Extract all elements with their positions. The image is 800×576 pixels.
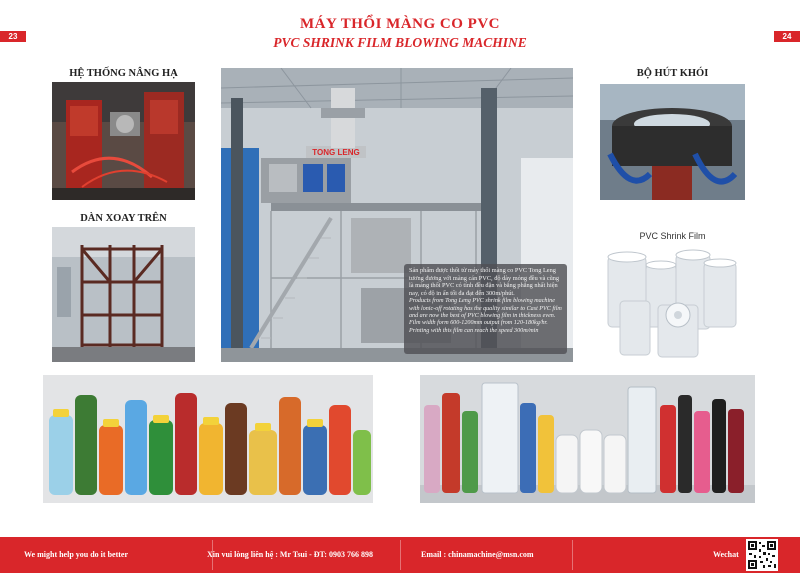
page-title-vietnamese: MÁY THỔI MÀNG CO PVC bbox=[300, 16, 500, 32]
footer-contact: Xin vui lòng liên hệ : Mr Tsui - ĐT: 0903 766 898 bbox=[207, 550, 373, 559]
description-english: Products from Tong Leng PVC shrink film blowing machine with lonic-off rotating has the quality similar to Cast PVC film and are now the best of PVC blowing film in thickness even. Film width form 600-1200mm output from 120-180kg/hr. Printing with this film can reach the speed 300m/min bbox=[409, 298, 562, 334]
machine-sign-text: TONG LENG bbox=[312, 148, 360, 157]
page-number-left: 23 bbox=[0, 31, 26, 42]
page-title-english: PVC SHRINK FILM BLOWING MACHINE bbox=[273, 35, 527, 50]
footer-divider bbox=[572, 540, 573, 570]
caption-pvc-shrink-film: PVC Shrink Film bbox=[639, 231, 706, 241]
photo-lifting-system bbox=[52, 82, 195, 200]
footer-wechat-label: Wechat bbox=[713, 550, 739, 559]
caption-lifting-system: HỆ THỐNG NÂNG HẠ bbox=[69, 68, 178, 79]
description-vietnamese: Sản phẩm được thổi từ máy thổi màng co PVC Tong Leng tương đương với màng cán PVC, độ dày mỏng đều và cũng là màng thổi PVC có tính đều đặn và bằng phẳng nhất hiện nay, có độ in ấn tối đa đạt đến 300m/phút. bbox=[409, 267, 560, 297]
footer-email: Email : chinamachine@msn.com bbox=[421, 550, 534, 559]
caption-top-rotary: DÀN XOAY TRÊN bbox=[80, 213, 167, 224]
page-number-right: 24 bbox=[774, 31, 800, 42]
photo-top-rotary bbox=[52, 227, 195, 362]
photo-smoke-extractor bbox=[600, 84, 745, 200]
caption-smoke-extractor: BỘ HÚT KHÓI bbox=[636, 68, 709, 79]
footer-divider bbox=[400, 540, 401, 570]
wechat-qr-code bbox=[746, 539, 778, 571]
description-box bbox=[404, 264, 567, 354]
photo-pvc-film-rolls bbox=[600, 245, 745, 362]
photo-bottles-right bbox=[420, 375, 755, 503]
photo-bottles-left bbox=[43, 375, 373, 503]
footer-slogan: We might help you do it better bbox=[24, 550, 128, 559]
